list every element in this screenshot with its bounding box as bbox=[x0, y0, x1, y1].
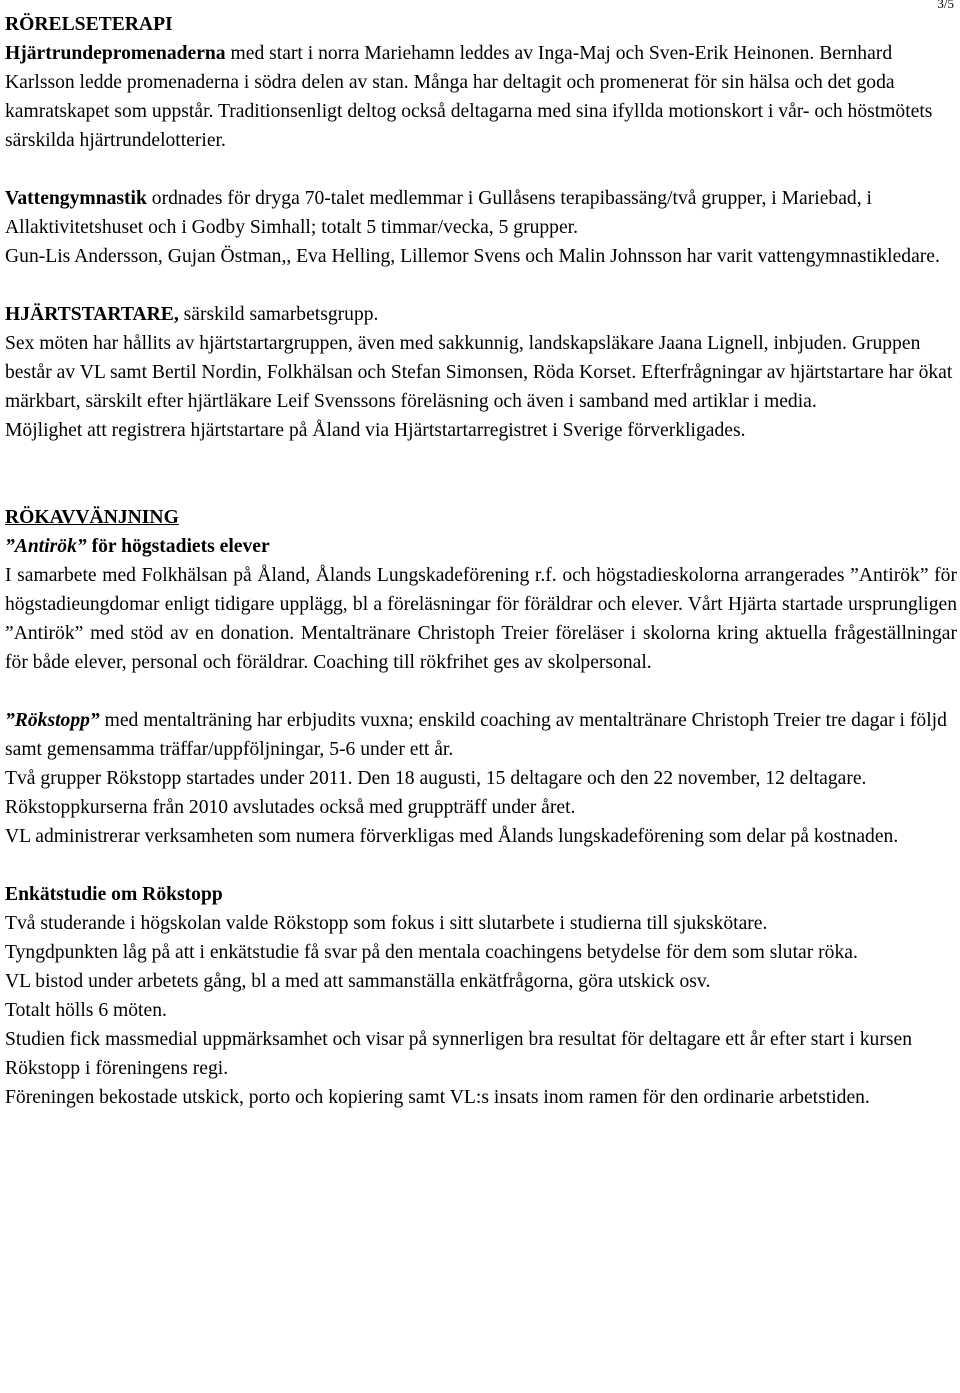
paragraph-rokstopp-2010: Rökstoppkurserna från 2010 avslutades också med gruppträff under året. bbox=[5, 797, 576, 818]
lead-hjartstartare: HJÄRTSTARTARE, bbox=[5, 304, 179, 325]
heading-hjartstartare bbox=[5, 300, 957, 329]
paragraph-rokstopp-vl: VL administrerar verksamheten som numera förverkligas med Ålands lungskadeförening som delar på kostnaden. bbox=[5, 826, 899, 847]
lead-antirok: ”Antirök” bbox=[5, 536, 87, 557]
paragraph-vattengymnastik bbox=[5, 184, 957, 242]
text-rokstopp: med mentalträning har erbjudits vuxna; enskild coaching av mentaltränare Christoph Treier tre dagar i följd samt gemensamma träffar/uppföljningar, 5-6 under ett år. bbox=[5, 710, 947, 760]
page-number: 3/5 bbox=[937, 0, 954, 11]
lead-rokstopp: ”Rökstopp” bbox=[5, 710, 100, 731]
text-hjartstartare-rest: särskild samarbetsgrupp. bbox=[178, 304, 379, 325]
spacer bbox=[5, 155, 957, 184]
paragraph-vattengymnastik-ledare: Gun-Lis Andersson, Gujan Östman,, Eva Helling, Lillemor Svens och Malin Johnsson har varit vattengymnastikledare. bbox=[5, 246, 940, 267]
text-vattengymnastik: ordnades för dryga 70-talet medlemmar i Gullåsens terapibassäng/två grupper, i Mariebad, i Allaktivitetshuset och i Godby Simhall; totalt 5 timmar/vecka, 5 grupper. bbox=[5, 188, 872, 238]
paragraph-enkatstudie-4: Totalt hölls 6 möten. bbox=[5, 1000, 167, 1021]
paragraph-enkatstudie-5: Studien fick massmedial uppmärksamhet och visar på synnerligen bra resultat för deltagare ett år efter start i kursen Rökstopp i föreningens regi. bbox=[5, 1029, 912, 1079]
paragraph-rokstopp bbox=[5, 706, 957, 764]
section-title-rorelseterapi: RÖRELSETERAPI bbox=[5, 14, 173, 35]
paragraph-enkatstudie-3: VL bistod under arbetets gång, bl a med att sammanställa enkätfrågorna, göra utskick osv. bbox=[5, 971, 711, 992]
spacer bbox=[5, 677, 957, 706]
spacer bbox=[5, 445, 957, 503]
paragraph-antirok: I samarbete med Folkhälsan på Åland, Ålands Lungskadeförening r.f. och högstadieskolorna arrangerades ”Antirök” för högstadieungdomar enligt tidigare upplägg, bl a föreläsningar för föräldrar och elever. Vårt Hjärta startade ursprungligen ”Antirök” med stöd av en donation. Mentaltränare Christoph Treier föreläser i skolorna kring aktuella frågeställningar för både elever, personal och föräldrar. Coaching till rökfrihet ges av skolpersonal. bbox=[5, 565, 957, 673]
paragraph-hjartstartare: Sex möten har hållits av hjärtstartargruppen, även med sakkunnig, landskapsläkare Jaana Lignell, inbjuden. Gruppen består av VL samt Bertil Nordin, Folkhälsan och Stefan Simonsen, Röda Korset. Efterfrågningar av hjärtstartare har ökat märkbart, särskilt efter hjärtläkare Leif Svenssons föreläsning och även i samband med artiklar i media. bbox=[5, 333, 953, 412]
lead-hjartrundepromenaderna: Hjärtrundepromenaderna bbox=[5, 43, 226, 64]
text-antirok-rest: för högstadiets elever bbox=[86, 536, 270, 557]
spacer bbox=[5, 271, 957, 300]
text-hjartrundepromenaderna: med start i norra Mariehamn leddes av Inga-Maj och Sven-Erik Heinonen. Bernhard Karlsson ledde promenaderna i södra delen av stan. Många har deltagit och promenerat för sin hälsa och det goda kamratskapet som uppstår. Traditionsenligt deltog också deltagarna med sina ifyllda motionskort i vår- och höstmötets särskilda hjärtrundelotterier. bbox=[5, 43, 933, 151]
paragraph-hjartstartarregistret: Möjlighet att registrera hjärtstartare på Åland via Hjärtstartarregistret i Sverige förverkligades. bbox=[5, 420, 746, 441]
heading-antirok bbox=[5, 532, 957, 561]
paragraph-hjartrundepromenaderna bbox=[5, 39, 957, 155]
spacer bbox=[5, 851, 957, 880]
paragraph-rokstopp-grupper: Två grupper Rökstopp startades under 2011. Den 18 augusti, 15 deltagare och den 22 november, 12 deltagare. bbox=[5, 768, 867, 789]
paragraph-enkatstudie-2: Tyngdpunkten låg på att i enkätstudie få svar på den mentala coachingens betydelse för dem som slutar röka. bbox=[5, 942, 858, 963]
paragraph-enkatstudie-6: Föreningen bekostade utskick, porto och kopiering samt VL:s insats inom ramen för den ordinarie arbetstiden. bbox=[5, 1087, 870, 1108]
section-title-rokavvanjning: RÖKAVVÄNJNING bbox=[5, 507, 179, 528]
lead-vattengymnastik: Vattengymnastik bbox=[5, 188, 147, 209]
paragraph-enkatstudie-1: Två studerande i högskolan valde Rökstopp som fokus i sitt slutarbete i studierna till sjukskötare. bbox=[5, 913, 768, 934]
document-page bbox=[5, 10, 957, 1112]
section-title-enkatstudie: Enkätstudie om Rökstopp bbox=[5, 884, 223, 905]
